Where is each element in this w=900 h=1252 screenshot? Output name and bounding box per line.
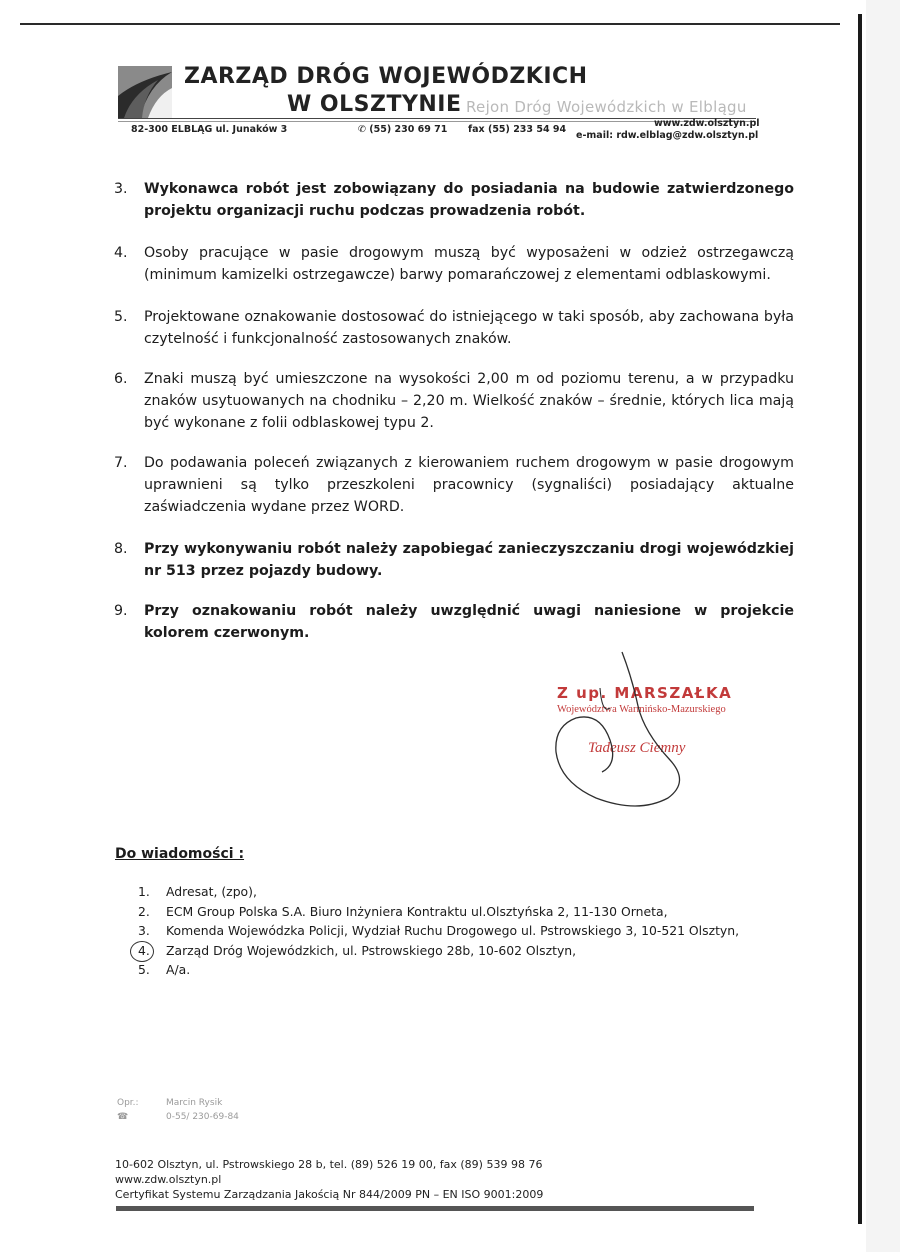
header-website: www.zdw.olsztyn.pl — [654, 118, 760, 129]
point-number: 4. — [114, 245, 128, 261]
point-6 — [114, 368, 794, 434]
point-text: Przy oznakowaniu robót należy uwzględnić uwagi naniesione w projekcie kolorem czerwonym. — [144, 603, 794, 641]
rejon-name: Rejon Dróg Wojewódzkich w Elblągu — [466, 98, 747, 116]
distribution-heading: Do wiadomości : — [115, 846, 245, 862]
footer-certificate: Certyfikat Systemu Zarządzania Jakością Nr 844/2009 PN – EN ISO 9001:2009 — [115, 1188, 544, 1201]
stamp-title: Z up. MARSZAŁKA — [557, 684, 733, 702]
top-border-line — [20, 23, 840, 25]
stamp-subtitle: Województwa Warmińsko-Mazurskiego — [557, 704, 726, 715]
list-item-number: 1. — [138, 884, 150, 899]
zdw-logo-icon — [118, 66, 172, 118]
point-text: Znaki muszą być umieszczone na wysokości 2,00 m od poziomu terenu, a w przypadku znaków usytuowanych na chodniku – 2,20 m. Wielkość znaków – średnie, których lica mają być wykonane z folii odblaskowej typu 2. — [144, 371, 794, 431]
point-3 — [114, 178, 794, 222]
stamp-signatory: Tadeusz Ciemny — [588, 740, 686, 756]
preparer-phone: 0-55/ 230-69-84 — [166, 1112, 239, 1122]
header-email: e-mail: rdw.elblag@zdw.olsztyn.pl — [576, 130, 759, 141]
point-9 — [114, 600, 794, 644]
org-name-line1: ZARZĄD DRÓG WOJEWÓDZKICH — [184, 64, 588, 89]
header-fax: fax (55) 233 54 94 — [468, 124, 567, 135]
point-8 — [114, 538, 794, 582]
distribution-list — [138, 882, 739, 980]
list-item-text: Adresat, (zpo), — [166, 884, 257, 899]
point-5 — [114, 306, 794, 350]
list-item-text: Komenda Wojewódzka Policji, Wydział Ruchu Drogowego ul. Pstrowskiego 3, 10-521 Olsztyn, — [166, 923, 740, 938]
page-margin-shadow — [866, 0, 900, 1252]
list-item-number: 3. — [138, 923, 150, 938]
hand-drawn-circle — [130, 941, 154, 962]
preparer-label: Opr.: — [117, 1098, 139, 1108]
page-footer — [115, 1157, 543, 1202]
list-item-number: 4. — [138, 942, 150, 958]
org-name-line2: W OLSZTYNIE — [287, 92, 462, 117]
point-4 — [114, 242, 794, 286]
preparer-name: Marcin Rysik — [166, 1098, 223, 1108]
header-phone — [358, 124, 447, 135]
point-number: 8. — [114, 541, 128, 557]
point-number: 3. — [114, 181, 128, 197]
point-text: Wykonawca robót jest zobowiązany do posiadania na budowie zatwierdzonego projektu organizacji ruchu podczas prowadzenia robót. — [144, 181, 794, 219]
header-address: 82-300 ELBLĄG ul. Junaków 3 — [131, 124, 288, 135]
point-number: 7. — [114, 455, 128, 471]
list-item-number: 5. — [138, 962, 150, 977]
point-text: Do podawania poleceń związanych z kierowaniem ruchem drogowym w pasie drogowym uprawnieni są tylko przeszkoleni pracownicy (sygnaliści) posiadający aktualne zaświadczenia wydane przez WORD. — [144, 455, 794, 515]
list-item-text: A/a. — [166, 962, 191, 977]
footer-bar — [116, 1206, 754, 1211]
point-7 — [114, 452, 794, 518]
point-text: Projektowane oznakowanie dostosować do istniejącego w taki sposób, aby zachowana była czytelność i funkcjonalność zastosowanych znaków. — [144, 309, 794, 347]
footer-website: www.zdw.olsztyn.pl — [115, 1173, 222, 1186]
preparer-info — [166, 1096, 239, 1124]
phone-icon: ☎ — [117, 1112, 129, 1122]
handwritten-signature — [540, 648, 720, 810]
footer-address: 10-602 Olsztyn, ul. Pstrowskiego 28 b, tel. (89) 526 19 00, fax (89) 539 98 76 — [115, 1158, 543, 1171]
point-text: Przy wykonywaniu robót należy zapobiegać zanieczyszczaniu drogi wojewódzkiej nr 513 przez pojazdy budowy. — [144, 541, 794, 579]
right-border-line — [858, 14, 862, 1224]
phone-icon: ✆ — [358, 124, 370, 135]
point-number: 5. — [114, 309, 128, 325]
preparer-labels — [117, 1096, 139, 1124]
list-item — [138, 902, 739, 922]
point-text: Osoby pracujące w pasie drogowym muszą być wyposażeni w odzież ostrzegawczą (minimum kamizelki ostrzegawcze) barwy pomarańczowej z elementami odblaskowymi. — [144, 245, 794, 283]
list-item-number: 2. — [138, 903, 150, 919]
list-item-text: Zarząd Dróg Wojewódzkich, ul. Pstrowskiego 28b, 10-602 Olsztyn, — [166, 942, 577, 958]
list-item-text: ECM Group Polska S.A. Biuro Inżyniera Kontraktu ul.Olsztyńska 2, 11-130 Orneta, — [166, 903, 668, 919]
point-number: 9. — [114, 603, 128, 619]
list-item — [138, 882, 739, 902]
header-phone-number: (55) 230 69 71 — [369, 124, 448, 135]
list-item — [138, 941, 739, 961]
list-item — [138, 960, 739, 980]
list-item — [138, 921, 739, 941]
point-number: 6. — [114, 371, 128, 387]
